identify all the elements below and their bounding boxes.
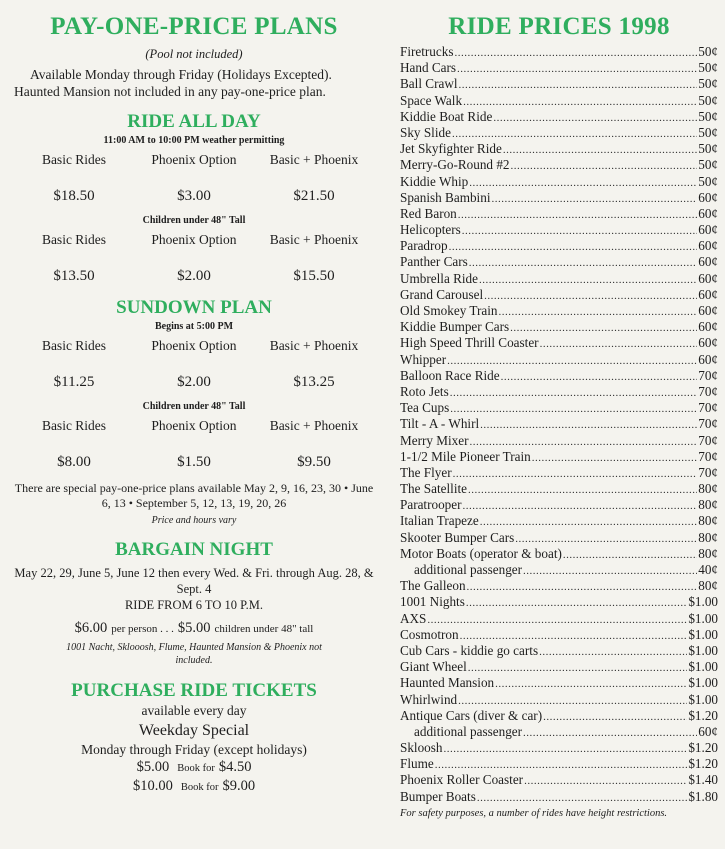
ride-price-row bbox=[400, 789, 718, 805]
ride-name: Space Walk bbox=[400, 92, 463, 108]
ride-price-row bbox=[400, 254, 718, 270]
grid-header: Phoenix Option bbox=[151, 232, 237, 247]
ride-name: Skloosh bbox=[400, 740, 443, 756]
dot-leader bbox=[515, 531, 697, 547]
ride-price: 80¢ bbox=[698, 497, 718, 513]
ride-name: Haunted Mansion bbox=[400, 675, 495, 691]
ride-price: $1.00 bbox=[688, 610, 718, 626]
ride-price-row bbox=[400, 384, 718, 400]
dot-leader bbox=[540, 336, 698, 352]
dot-leader bbox=[467, 579, 698, 595]
grid-price: $21.50 bbox=[293, 188, 335, 204]
deal-price: $10.00 bbox=[132, 778, 173, 794]
grid-price: $18.50 bbox=[53, 188, 95, 204]
dot-leader bbox=[447, 353, 697, 369]
ride-name: The Flyer bbox=[400, 464, 452, 480]
grid-price: $2.00 bbox=[177, 374, 211, 390]
ride-price: 50¢ bbox=[698, 124, 718, 140]
dot-leader bbox=[480, 417, 697, 433]
ticket-deal bbox=[14, 758, 374, 777]
ride-name: Whirlwind bbox=[400, 691, 458, 707]
ride-price-row bbox=[400, 352, 718, 368]
ride-price: 50¢ bbox=[698, 141, 718, 157]
ride-name: Kiddie Whip bbox=[400, 173, 469, 189]
grid-price: $13.25 bbox=[293, 374, 335, 390]
ride-price-row bbox=[400, 238, 718, 254]
ride-price-row bbox=[400, 174, 718, 190]
weekday-days: Monday through Friday (except holidays) bbox=[81, 742, 307, 757]
bargain-exclusions: 1001 Nacht, Sklooosh, Flume, Haunted Mansion & Phoenix not included. bbox=[66, 642, 322, 666]
dot-leader bbox=[480, 514, 697, 530]
ride-price: 60¢ bbox=[698, 335, 718, 351]
deal-price: $5.00 bbox=[136, 759, 170, 775]
ride-name: Motor Boats (operator & boat) bbox=[400, 545, 562, 561]
ride-name: Cub Cars - kiddie go carts bbox=[400, 642, 539, 658]
ride-prices-title: RIDE PRICES 1998 bbox=[448, 13, 670, 40]
dot-leader bbox=[459, 77, 698, 93]
ride-price: $1.00 bbox=[688, 675, 718, 691]
ride-price-row bbox=[400, 287, 718, 303]
dot-leader bbox=[495, 676, 687, 692]
dot-leader bbox=[468, 660, 688, 676]
ride-name: AXS bbox=[400, 610, 427, 626]
ride-price: 60¢ bbox=[698, 303, 718, 318]
ride-name: Umbrella Ride bbox=[400, 270, 479, 286]
ride-price: $1.00 bbox=[688, 691, 718, 707]
ride-price: $1.40 bbox=[688, 772, 718, 788]
ride-price: 80¢ bbox=[698, 481, 718, 497]
ride-price: $1.80 bbox=[688, 788, 718, 804]
ride-price-row bbox=[400, 562, 718, 578]
ride-name: Italian Trapeze bbox=[400, 513, 479, 529]
ride-price: 60¢ bbox=[698, 222, 718, 238]
ride-price-row bbox=[400, 271, 718, 287]
grid-header: Basic Rides bbox=[41, 152, 107, 167]
grid-header: Basic Rides bbox=[41, 338, 107, 353]
ride-name: Tea Cups bbox=[400, 400, 450, 416]
ride-price-list bbox=[400, 44, 718, 805]
dot-leader bbox=[523, 563, 697, 579]
ride-price-row bbox=[400, 60, 718, 76]
sundown-plan-title: SUNDOWN PLAN bbox=[116, 297, 272, 318]
ride-price: 60¢ bbox=[698, 238, 718, 254]
ride-price: $1.00 bbox=[688, 594, 718, 610]
ride-price-row bbox=[400, 190, 718, 206]
dot-leader bbox=[543, 709, 687, 725]
ride-price: 70¢ bbox=[698, 383, 718, 399]
dot-leader bbox=[458, 207, 697, 223]
bargain-dates: May 22, 29, June 5, June 12 then every Wed. & Fri. through Aug. 28, & Sept. 4 bbox=[14, 566, 374, 596]
ride-price-row bbox=[400, 400, 718, 416]
grid-price: $15.50 bbox=[293, 268, 335, 284]
ride-name: additional passenger bbox=[414, 562, 523, 577]
dot-leader bbox=[427, 612, 687, 628]
tickets-available: available every day bbox=[141, 703, 247, 718]
ride-name: Firetrucks bbox=[400, 44, 454, 59]
grid-header: Basic + Phoenix bbox=[269, 232, 359, 247]
dot-leader bbox=[462, 223, 697, 239]
dot-leader bbox=[452, 126, 697, 142]
ticket-deal bbox=[14, 777, 374, 796]
ride-price: $1.00 bbox=[688, 659, 718, 675]
ride-price-row bbox=[400, 157, 718, 173]
dot-leader bbox=[498, 304, 697, 320]
grid-price: $9.50 bbox=[297, 454, 331, 470]
ride-price-row bbox=[400, 433, 718, 449]
ride-price-row bbox=[400, 303, 718, 319]
ride-price-row bbox=[400, 335, 718, 351]
ride-price: 50¢ bbox=[698, 92, 718, 108]
ride-price: 60¢ bbox=[698, 205, 718, 221]
ride-name: Antique Cars (diver & car) bbox=[400, 707, 543, 723]
ride-all-day-adult-grid bbox=[14, 152, 374, 206]
grid-price: $8.00 bbox=[57, 454, 91, 470]
ride-price-row bbox=[400, 675, 718, 691]
grid-price: $13.50 bbox=[53, 268, 95, 284]
ride-price: 60¢ bbox=[698, 189, 718, 205]
grid-header: Basic + Phoenix bbox=[269, 418, 359, 433]
ride-price: 50¢ bbox=[698, 173, 718, 189]
ride-price: 60¢ bbox=[698, 270, 718, 286]
ride-price-row bbox=[400, 546, 718, 562]
ride-price-row bbox=[400, 76, 718, 92]
price-hours-vary: Price and hours vary bbox=[151, 515, 237, 526]
ride-price: 70¢ bbox=[698, 464, 718, 480]
ride-price: 60¢ bbox=[698, 351, 718, 367]
dot-leader bbox=[469, 255, 697, 271]
ride-price-row bbox=[400, 481, 718, 497]
ride-name: 1-1/2 Mile Pioneer Train bbox=[400, 448, 531, 464]
ride-price: 60¢ bbox=[698, 254, 718, 270]
dot-leader bbox=[532, 450, 697, 466]
ride-name: Panther Cars bbox=[400, 254, 468, 270]
ride-name: Old Smokey Train bbox=[400, 303, 498, 318]
ride-name: Cosmotron bbox=[400, 626, 459, 642]
grid-header: Phoenix Option bbox=[151, 152, 237, 167]
dot-leader bbox=[469, 175, 697, 191]
dot-leader bbox=[511, 158, 698, 174]
ride-name: Ball Crawl bbox=[400, 76, 458, 92]
sundown-children-label: Children under 48" Tall bbox=[142, 401, 246, 412]
ride-name: Sky Slide bbox=[400, 124, 451, 140]
dot-leader bbox=[458, 693, 687, 709]
ride-name: Roto Jets bbox=[400, 383, 449, 399]
ride-price: 80¢ bbox=[698, 513, 718, 529]
ride-price: 80¢ bbox=[698, 529, 718, 545]
ride-price-row bbox=[400, 611, 718, 627]
ride-price: 50¢ bbox=[698, 44, 718, 59]
bargain-child-price: $5.00 bbox=[177, 620, 211, 636]
ride-name: Bumper Boats bbox=[400, 788, 476, 804]
dot-leader bbox=[444, 741, 688, 757]
purchase-tickets-title: PURCHASE RIDE TICKETS bbox=[71, 680, 317, 701]
ride-name: Merry Mixer bbox=[400, 432, 469, 448]
ride-price: 50¢ bbox=[698, 108, 718, 124]
ride-price: 70¢ bbox=[698, 448, 718, 464]
ride-price: 40¢ bbox=[698, 562, 718, 577]
dot-leader bbox=[466, 595, 687, 611]
ride-price-row bbox=[400, 319, 718, 335]
ride-price-row bbox=[400, 756, 718, 772]
grid-header: Phoenix Option bbox=[151, 338, 237, 353]
grid-header: Basic Rides bbox=[41, 232, 107, 247]
ride-name: Paradrop bbox=[400, 238, 448, 254]
ride-name: Tilt - A - Whirl bbox=[400, 416, 480, 432]
bargain-night-title: BARGAIN NIGHT bbox=[115, 539, 273, 560]
ride-price-row bbox=[400, 44, 718, 60]
ride-price: 50¢ bbox=[698, 76, 718, 92]
pay-one-price-section bbox=[14, 10, 374, 796]
ride-price-row bbox=[400, 594, 718, 610]
dot-leader bbox=[463, 498, 698, 514]
ride-name: Kiddie Boat Ride bbox=[400, 108, 493, 124]
ride-name: High Speed Thrill Coaster bbox=[400, 335, 539, 351]
dot-leader bbox=[450, 401, 697, 417]
ride-price: 70¢ bbox=[698, 432, 718, 448]
dot-leader bbox=[510, 320, 697, 336]
bargain-prices bbox=[14, 619, 374, 637]
ride-price: 80¢ bbox=[698, 545, 718, 561]
dot-leader bbox=[450, 385, 697, 401]
pay-one-price-title: PAY-ONE-PRICE PLANS bbox=[50, 13, 338, 40]
ride-name: Flume bbox=[400, 756, 434, 772]
ride-price: 50¢ bbox=[698, 157, 718, 173]
dot-leader bbox=[503, 142, 697, 158]
ride-name: Whipper bbox=[400, 351, 447, 367]
bargain-child-label: children under 48" tall bbox=[214, 623, 314, 635]
availability-text: Available Monday through Friday (Holidays Excepted). Haunted Mansion not included in any pay-one-price plan. bbox=[14, 67, 332, 99]
ride-price-row bbox=[400, 368, 718, 384]
dot-leader bbox=[468, 482, 697, 498]
ride-price-row bbox=[400, 109, 718, 125]
weekday-special: Weekday Special bbox=[138, 722, 250, 739]
dot-leader bbox=[463, 94, 697, 110]
ride-name: Giant Wheel bbox=[400, 659, 467, 675]
dot-leader bbox=[457, 61, 697, 77]
height-restriction-note: For safety purposes, a number of rides have height restrictions. bbox=[400, 807, 668, 819]
ride-price: $1.20 bbox=[688, 740, 718, 756]
dot-leader bbox=[479, 272, 697, 288]
ride-price: 70¢ bbox=[698, 400, 718, 416]
ride-price: 60¢ bbox=[698, 286, 718, 302]
ride-name: Hand Cars bbox=[400, 60, 457, 76]
dot-leader bbox=[454, 45, 697, 61]
ride-name: Spanish Bambini bbox=[400, 189, 491, 205]
ride-price: 70¢ bbox=[698, 367, 718, 383]
grid-price: $3.00 bbox=[177, 188, 211, 204]
ride-price-row bbox=[400, 497, 718, 513]
ride-all-day-title: RIDE ALL DAY bbox=[127, 111, 261, 132]
ride-price-row bbox=[400, 627, 718, 643]
sundown-adult-grid bbox=[14, 338, 374, 392]
ride-price: $1.20 bbox=[688, 756, 718, 772]
ride-name: Phoenix Roller Coaster bbox=[400, 772, 524, 788]
dot-leader bbox=[523, 725, 697, 741]
ride-price-row bbox=[400, 578, 718, 594]
ride-price-row bbox=[400, 513, 718, 529]
grid-price: $1.50 bbox=[177, 454, 211, 470]
ride-all-day-children-grid bbox=[14, 232, 374, 286]
ride-price-row bbox=[400, 465, 718, 481]
ride-price-row bbox=[400, 530, 718, 546]
ride-price-row bbox=[400, 659, 718, 675]
ride-name: The Galleon bbox=[400, 578, 466, 594]
dot-leader bbox=[477, 790, 688, 806]
deal-book-price: $4.50 bbox=[218, 759, 252, 775]
ride-price-row bbox=[400, 772, 718, 788]
ride-price: $1.00 bbox=[688, 642, 718, 658]
grid-header: Basic Rides bbox=[41, 418, 107, 433]
pool-note: (Pool not included) bbox=[145, 47, 243, 61]
dot-leader bbox=[484, 288, 697, 304]
dot-leader bbox=[493, 110, 697, 126]
ride-price-row bbox=[400, 125, 718, 141]
dot-leader bbox=[449, 239, 698, 255]
deal-book-price: $9.00 bbox=[222, 778, 256, 794]
ride-price-row bbox=[400, 740, 718, 756]
bargain-adult-price: $6.00 bbox=[74, 620, 108, 636]
grid-header: Basic + Phoenix bbox=[269, 152, 359, 167]
grid-header: Phoenix Option bbox=[151, 418, 237, 433]
ride-price-row bbox=[400, 708, 718, 724]
ride-name: Merry-Go-Round #2 bbox=[400, 157, 510, 173]
ride-prices-section bbox=[400, 10, 718, 819]
ride-price-row bbox=[400, 416, 718, 432]
ride-price-row bbox=[400, 449, 718, 465]
ride-name: additional passenger bbox=[414, 723, 523, 739]
dot-leader bbox=[563, 547, 697, 563]
ride-price: 50¢ bbox=[698, 60, 718, 76]
dot-leader bbox=[539, 644, 687, 660]
ride-name: Helicopters bbox=[400, 222, 461, 238]
ride-price: $1.00 bbox=[688, 626, 718, 642]
dot-leader bbox=[435, 757, 688, 773]
dot-leader bbox=[524, 773, 687, 789]
ride-name: Skooter Bumper Cars bbox=[400, 529, 515, 545]
ride-price-row bbox=[400, 643, 718, 659]
dot-leader bbox=[469, 434, 697, 450]
ride-price: 70¢ bbox=[698, 416, 718, 432]
ride-price-row bbox=[400, 692, 718, 708]
grid-price: $11.25 bbox=[53, 374, 95, 390]
ride-name: Kiddie Bumper Cars bbox=[400, 319, 510, 335]
ride-price-row bbox=[400, 93, 718, 109]
ride-name: Paratrooper bbox=[400, 497, 462, 513]
ride-name: Balloon Race Ride bbox=[400, 367, 500, 383]
ride-name: The Satellite bbox=[400, 481, 468, 497]
ride-price: 80¢ bbox=[698, 578, 718, 594]
bargain-ride-from: RIDE FROM 6 TO 10 P.M. bbox=[124, 598, 264, 612]
ride-price: 60¢ bbox=[698, 723, 718, 739]
dot-leader bbox=[453, 466, 698, 482]
ride-name: Grand Carousel bbox=[400, 286, 484, 302]
sundown-children-grid bbox=[14, 418, 374, 472]
ride-name: Red Baron bbox=[400, 205, 457, 221]
ride-price-row bbox=[400, 141, 718, 157]
ride-price-row bbox=[400, 206, 718, 222]
ride-all-day-children-label: Children under 48" Tall bbox=[142, 215, 246, 226]
ride-all-day-hours: 11:00 AM to 10:00 PM weather permitting bbox=[103, 135, 285, 146]
grid-price: $2.00 bbox=[177, 268, 211, 284]
special-plans-text: There are special pay-one-price plans available May 2, 9, 16, 23, 30 • June 6, 13 • September 5, 12, 13, 19, 20, 26 bbox=[14, 481, 374, 510]
grid-header: Basic + Phoenix bbox=[269, 338, 359, 353]
ride-price-row bbox=[400, 724, 718, 740]
ride-price-row bbox=[400, 222, 718, 238]
ride-name: Jet Skyfighter Ride bbox=[400, 141, 502, 157]
ride-name: 1001 Nights bbox=[400, 594, 465, 610]
dot-leader bbox=[501, 369, 698, 385]
dot-leader bbox=[491, 191, 697, 207]
ride-price: $1.20 bbox=[688, 707, 718, 723]
dot-leader bbox=[460, 628, 688, 644]
ride-price: 60¢ bbox=[698, 319, 718, 335]
deal-book-for: Book for bbox=[180, 782, 219, 793]
bargain-adult-label: per person . . . bbox=[111, 623, 174, 635]
deal-book-for: Book for bbox=[177, 763, 215, 774]
sundown-begins: Begins at 5:00 PM bbox=[154, 321, 234, 332]
